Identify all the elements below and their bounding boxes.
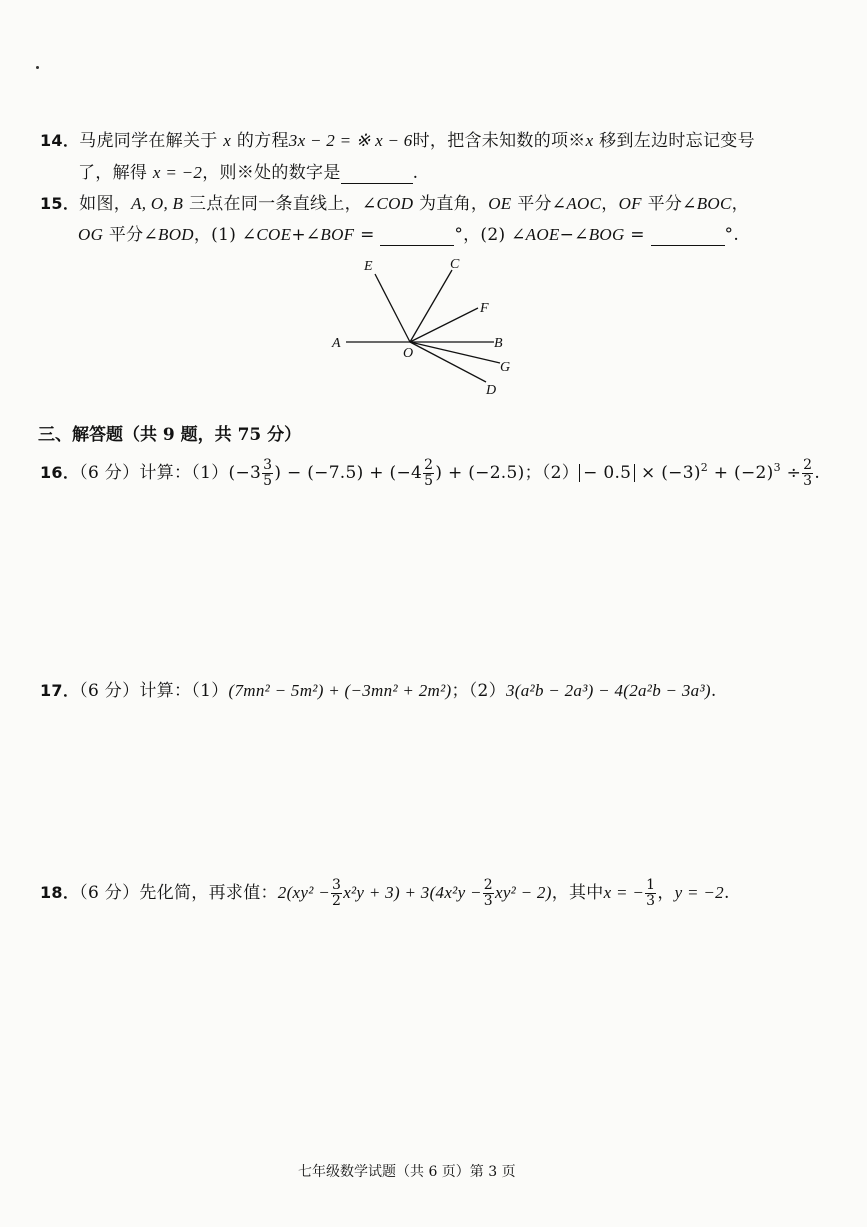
- absolute-value: − 0.5: [579, 464, 635, 482]
- ray-OG: [410, 342, 500, 363]
- expression-2: 3(a²b − 2a³) − 4(2a²b − 3a³): [505, 681, 711, 700]
- question-number: 17．: [40, 681, 80, 700]
- question-15-line-1: 15．如图，A, O, B 三点在同一条直线上，∠COD 为直角，OE 平分∠AOC，OF 平分∠BOC，: [40, 194, 749, 214]
- label-O: O: [403, 346, 414, 361]
- fraction: $\frac{2}{3}$: [803, 457, 813, 489]
- section-heading: 三、解答题（共 9 题，共 75 分）: [38, 425, 302, 445]
- question-18: 18．（6 分）先化简，再求值：2(xy² − $\frac{3}{2}$ x²y + 3) + 3(4x²y − $\frac{2}{3}$ xy² − 2)，其中x = − $\frac{1}{3}$ ，y = −2.: [40, 877, 730, 909]
- page-footer: 七年级数学试题（共 6 页）第 3 页: [298, 1164, 516, 1180]
- equation: 3x − 2 = ※ x − 6: [288, 131, 413, 150]
- question-15-line-2: OG 平分∠BOD，(1) ∠COE+∠BOF = °，(2) ∠AOE−∠BOG = °.: [78, 225, 740, 245]
- label-A: A: [332, 336, 341, 351]
- label-C: C: [450, 257, 460, 272]
- scan-speck: [36, 66, 39, 69]
- question-14-line-1: 14．马虎同学在解关于 x 的方程3x − 2 = ※ x − 6时，把含未知数的项※x 移到左边时忘记变号: [40, 131, 755, 151]
- question-14-line-2: 了，解得 x = −2，则※处的数字是 .: [78, 163, 419, 183]
- expression-1: (7mn² − 5m²) + (−3mn² + 2m²): [228, 681, 452, 700]
- answer-blank[interactable]: [341, 163, 413, 184]
- angle-figure: [320, 250, 540, 400]
- question-17: 17．（6 分）计算：（1）(7mn² − 5m²) + (−3mn² + 2m²)；（2）3(a²b − 2a³) − 4(2a²b − 3a³).: [40, 681, 717, 701]
- question-16: 16．（6 分）计算：（1）(−3 $\frac{3}{5}$ ) − (−7.5) + (−4 $\frac{2}{5}$ ) + (−2.5)；$(2) - 0.5 \times (-3)^2 + (-2)^3$ ÷ $\frac{2}{3}$ .: [40, 457, 821, 489]
- label-E: E: [364, 259, 373, 274]
- ray-OE: [375, 274, 410, 342]
- fraction: $\frac{3}{2}$: [331, 877, 342, 909]
- answer-blank-2[interactable]: [651, 225, 725, 246]
- fraction: $\frac{3}{5}$: [263, 457, 273, 489]
- fraction: $\frac{1}{3}$: [646, 877, 656, 909]
- ray-OD: [410, 342, 486, 382]
- fraction: $\frac{2}{5}$: [424, 457, 434, 489]
- question-number: 14．: [40, 131, 80, 150]
- label-B: B: [494, 336, 503, 351]
- label-F: F: [480, 301, 489, 316]
- label-D: D: [486, 383, 497, 398]
- label-G: G: [500, 360, 511, 375]
- fraction: $\frac{2}{3}$: [483, 877, 493, 909]
- question-number: 18．: [40, 883, 80, 902]
- question-number: 15．: [40, 194, 80, 213]
- question-number: 16．: [40, 463, 80, 482]
- answer-blank-1[interactable]: [380, 225, 454, 246]
